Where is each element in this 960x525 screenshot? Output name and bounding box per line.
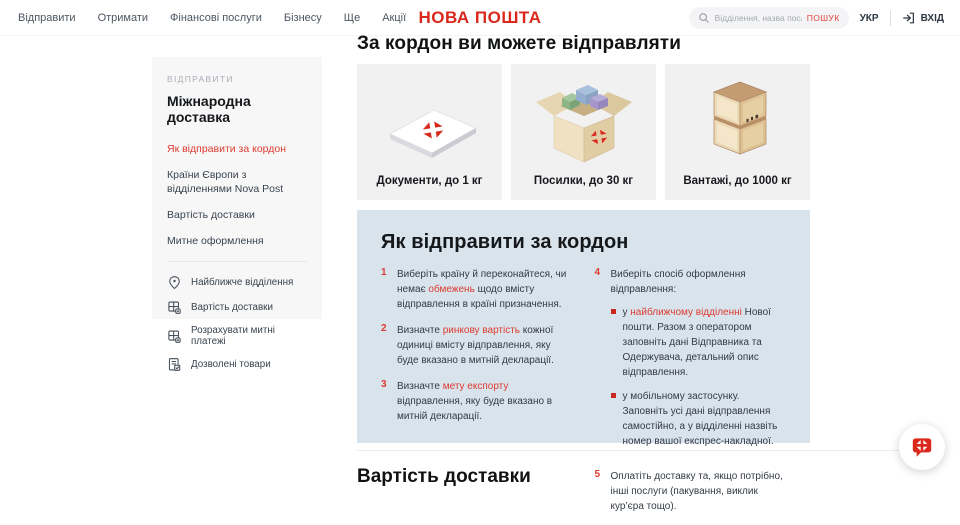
sidebar-link-how-to-send-abroad[interactable]: Як відправити за кордон [167, 143, 287, 155]
envelope-illustration [368, 74, 492, 174]
bullet-mobile-app-option [611, 389, 787, 449]
nav-item-financial-services[interactable]: Фінансові послуги [170, 12, 262, 24]
sidebar-tool-nearest-branch[interactable] [167, 275, 307, 290]
card-documents [357, 64, 502, 200]
sidebar [152, 57, 322, 371]
step-text: Визначте [397, 381, 443, 392]
calculator-icon [167, 300, 182, 315]
step-number: 5 [594, 469, 601, 480]
header-divider [890, 10, 891, 26]
step-4 [595, 267, 787, 458]
main-nav [18, 0, 406, 36]
login-icon [902, 11, 916, 25]
checklist-icon [167, 357, 182, 372]
export-purpose-link[interactable]: мету експорту [442, 381, 509, 392]
login-label: ВХІД [920, 12, 944, 24]
step-text: Виберіть країну й переконайтеся, чи немає [397, 269, 567, 295]
step-number: 1 [381, 267, 387, 278]
nova-poshta-logo[interactable]: НОВА ПОШТА [418, 7, 542, 27]
sidebar-eyebrow: ВІДПРАВИТИ [167, 74, 234, 84]
step-1 [381, 267, 573, 312]
section-divider [357, 450, 945, 451]
sidebar-tool-allowed-goods[interactable] [167, 357, 307, 372]
sidebar-tool-label: Дозволені товари [191, 359, 271, 371]
bullet-text: Нової пошти. Разом з оператором заповніть дані Відправника та Одержувача, детальний опис відправлення. [622, 307, 771, 378]
chat-widget-button[interactable] [899, 424, 945, 470]
bullet-text: у [622, 307, 631, 318]
card-label-parcels: Посилки, до 30 кг [533, 175, 634, 187]
language-button[interactable]: УКР [859, 12, 879, 24]
step-text: відправлення, яку буде вказано в митній декларації. [397, 396, 553, 422]
sidebar-tool-label: Найближче відділення [191, 277, 294, 289]
market-value-link[interactable]: ринкову вартість [442, 325, 521, 336]
page-title: За кордон ви можете відправляти [357, 33, 681, 54]
step-text: Виберіть спосіб оформлення відправлення: [610, 269, 746, 295]
next-section-title: Вартість доставки [357, 466, 531, 487]
bullet-branch-option [611, 305, 787, 380]
sidebar-tool-customs-payments[interactable] [167, 325, 307, 347]
step-text: кожної одиниці вмісту відправлення, яку буде вказано в митній декларації. [397, 325, 554, 366]
login-button[interactable] [902, 11, 944, 25]
bullet-text: у мобільному застосунку. Заповніть усі дані відправлення самостійно, а у відділенні назвіть номер вашої експрес-накладної. [622, 391, 778, 447]
sidebar-link-europe-countries[interactable]: Країни Європи з відділеннями Nova Post [167, 168, 284, 196]
restrictions-link[interactable]: обмежень [428, 284, 475, 295]
sidebar-tool-delivery-cost[interactable] [167, 300, 307, 315]
sidebar-divider [167, 261, 307, 262]
search-button[interactable]: ПОШУК [806, 13, 840, 23]
step-number: 4 [594, 267, 601, 278]
step-5 [595, 469, 787, 514]
step-text: щодо вмісту відправлення в країні призначення. [397, 284, 562, 310]
nearest-branch-link[interactable]: найближчому відділенні [630, 307, 742, 318]
nav-item-receive[interactable]: Отримати [97, 12, 149, 24]
top-header [0, 0, 960, 36]
search-input[interactable] [715, 13, 802, 23]
sidebar-link-delivery-cost[interactable]: Вартість доставки [167, 209, 255, 222]
how-to-title: Як відправити за кордон [381, 231, 629, 253]
sidebar-tool-label: Вартість доставки [191, 302, 273, 314]
step-2 [381, 323, 573, 368]
nav-item-business[interactable]: Бізнесу [283, 12, 322, 24]
sidebar-link-customs-clearance[interactable]: Митне оформлення [167, 234, 264, 247]
sidebar-title: Міжнародна доставка [167, 93, 251, 125]
chat-bubble-icon [909, 434, 935, 460]
bullet-square-icon [611, 393, 616, 398]
bullet-square-icon [611, 309, 616, 314]
header-right [689, 0, 944, 36]
card-parcels [511, 64, 656, 200]
calculator-icon [167, 329, 182, 344]
card-label-documents: Документи, до 1 кг [376, 175, 483, 187]
location-pin-icon [167, 275, 182, 290]
search-icon [698, 12, 710, 24]
nav-item-promotions[interactable]: Акції [382, 12, 407, 24]
step-number: 3 [381, 379, 387, 390]
step-3 [381, 379, 573, 424]
step-number: 2 [381, 323, 387, 334]
nav-item-more[interactable]: Ще [343, 12, 361, 24]
how-to-right-column [595, 267, 787, 525]
search-box[interactable] [689, 7, 849, 29]
crate-illustration [676, 74, 800, 174]
sidebar-tool-label: Розрахувати митні платежі [191, 325, 275, 348]
card-label-freight: Вантажі, до 1000 кг [683, 175, 792, 187]
step-text: Визначте [397, 325, 443, 336]
shipment-type-cards [357, 64, 810, 200]
card-freight [665, 64, 810, 200]
step-text: Оплатіть доставку та, якщо потрібно, інші послуги (пакування, виклик кур’єра тощо). [610, 471, 783, 512]
nav-item-send[interactable]: Відправити [18, 12, 76, 24]
open-box-illustration [522, 74, 646, 174]
